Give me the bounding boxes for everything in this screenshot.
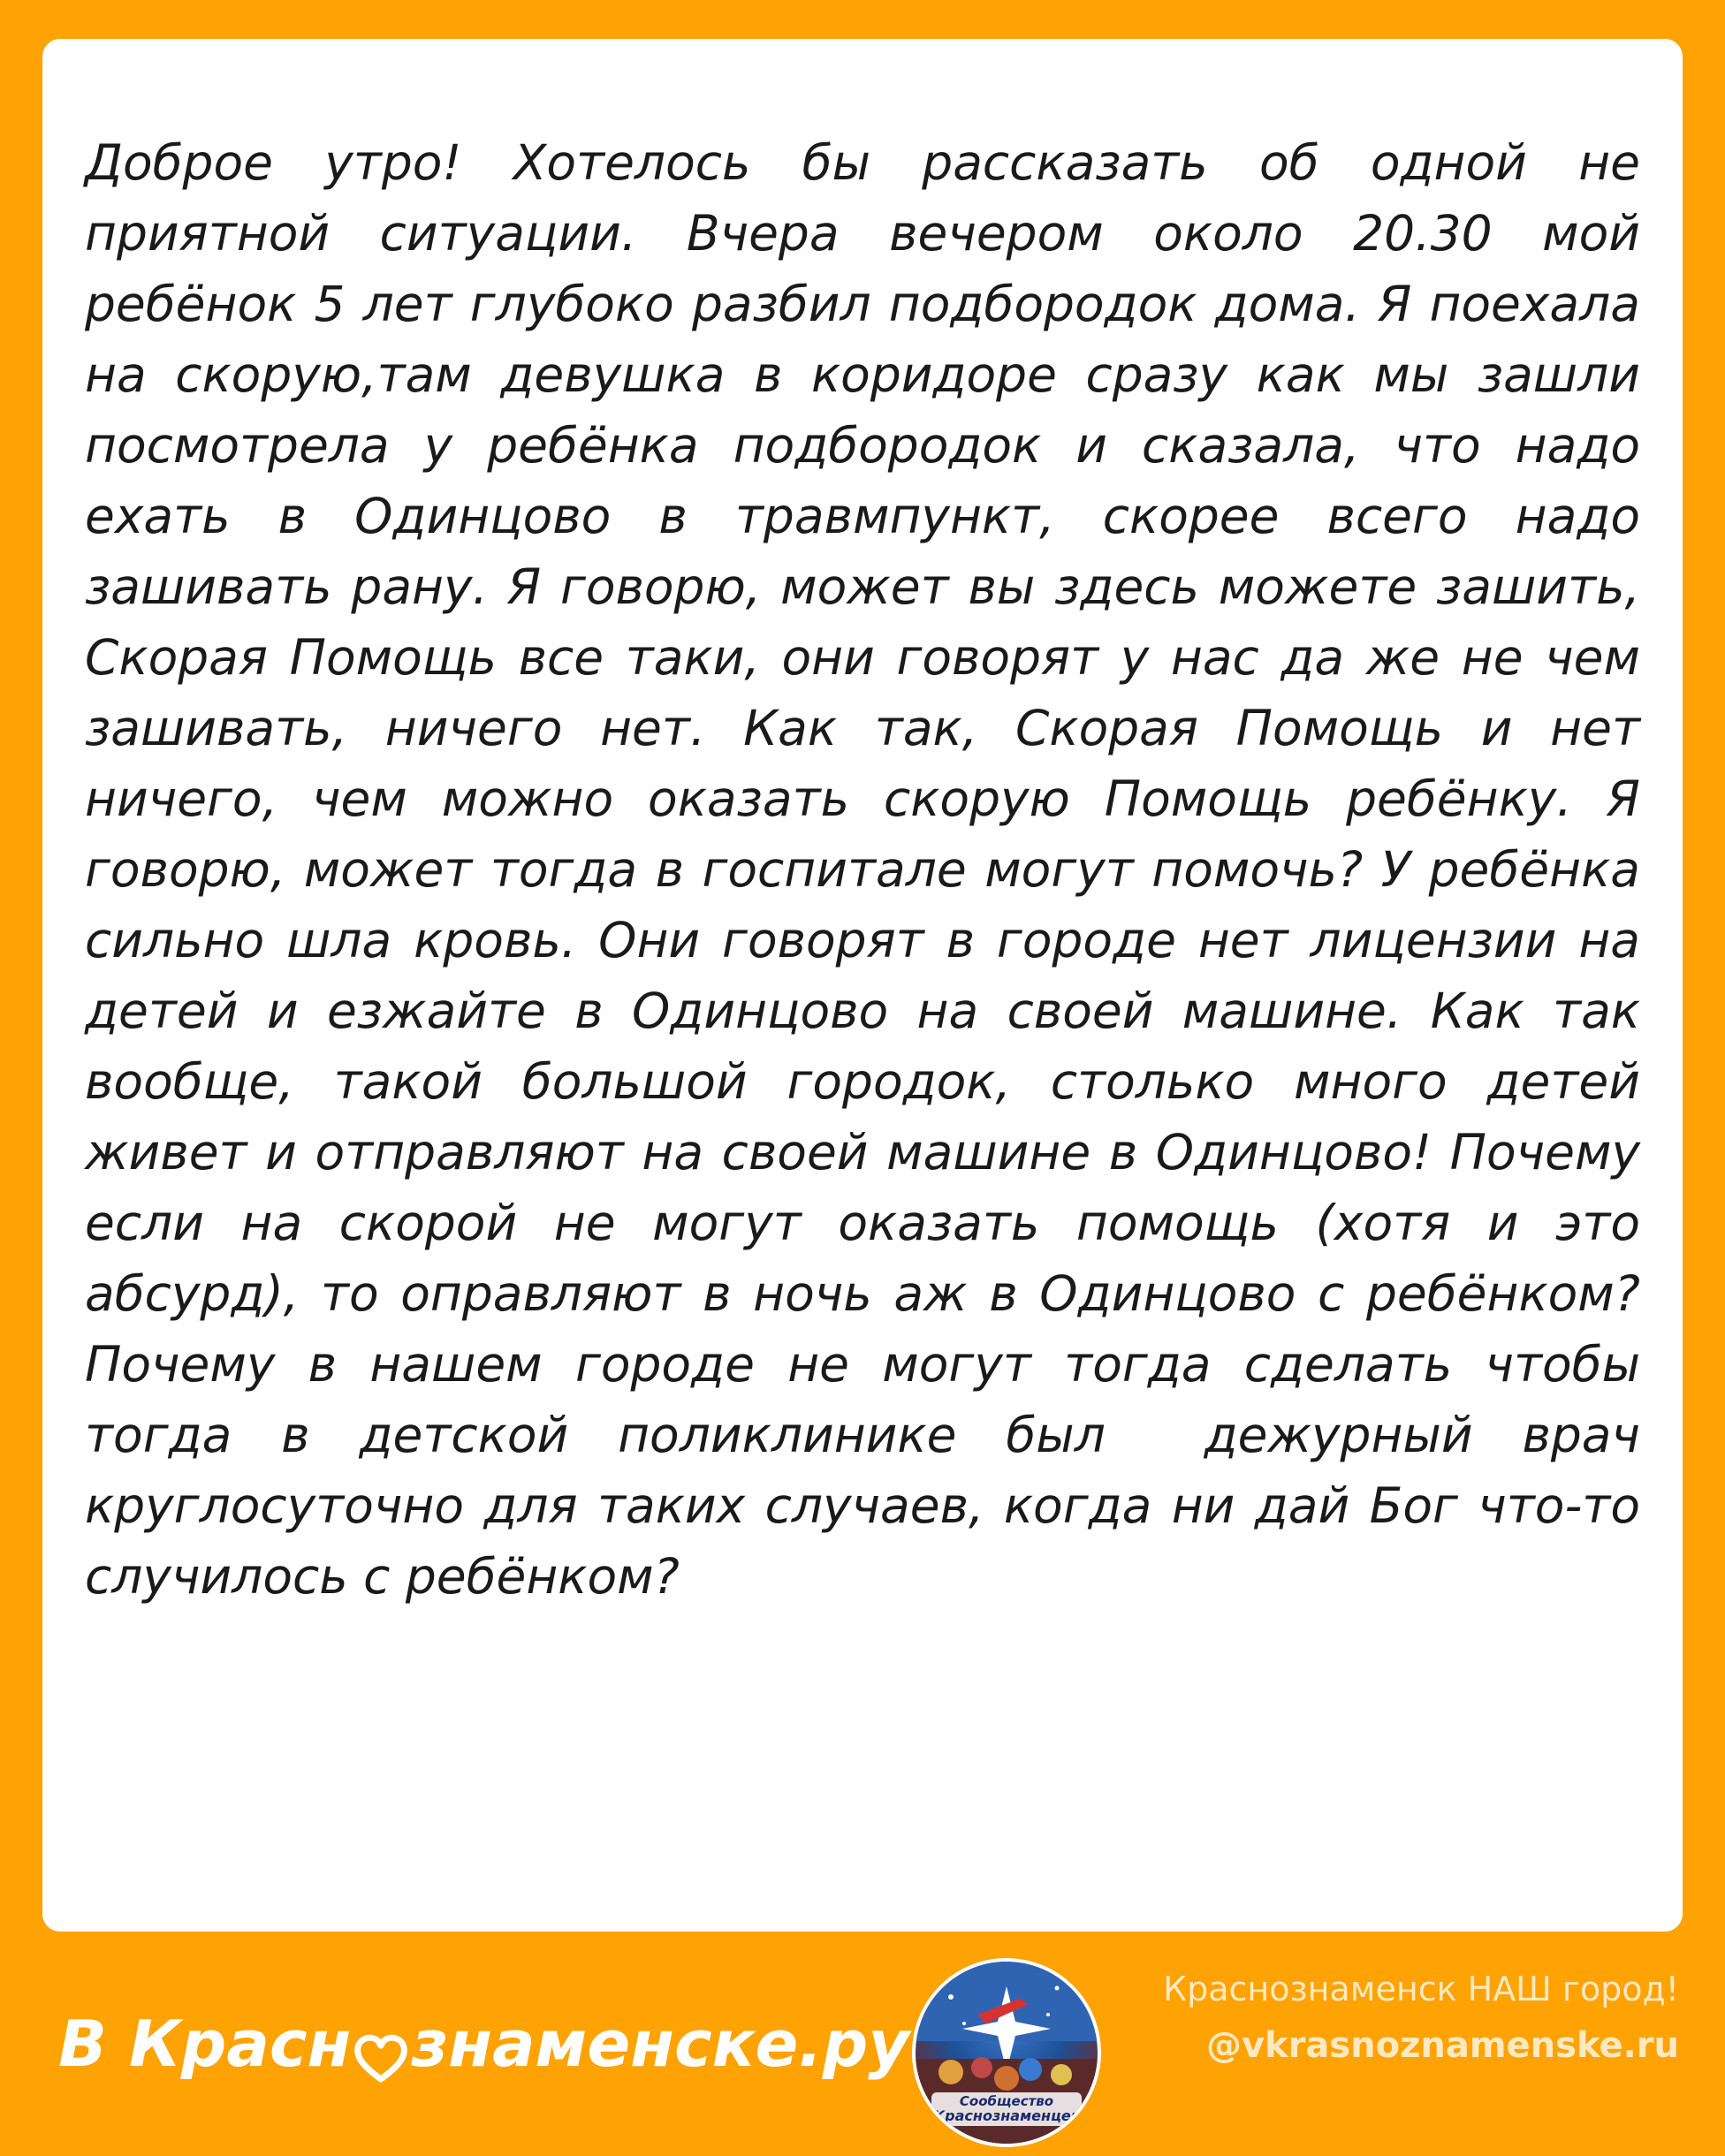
footer-bar: [0, 1932, 1725, 2156]
post-card: [42, 39, 1683, 1932]
brand-wordmark: [58, 2004, 909, 2084]
footer-slogan: Краснознаменск НАШ город!: [1163, 1970, 1679, 2008]
community-logo: [912, 1958, 1101, 2147]
brand-prefix: В Красн: [58, 2007, 352, 2081]
logo-caption-line1: Сообщество: [959, 2093, 1054, 2109]
brand-suffix: знаменске.ру: [411, 2007, 910, 2081]
heart-icon: [353, 2023, 409, 2076]
post-body-text: Доброе утро! Хотелось бы рассказать об одной не приятной ситуации. Вчера вечером около 20.30 мой ребёнок 5 лет глубоко разбил подбородок дома. Я поехала на скорую,там девушка в коридоре сразу как мы зашли посмотрела у ребёнка подбородок и сказала, что надо ехать в Одинцово в травмпункт, скорее всего надо зашивать рану. Я говорю, может вы здесь можете зашить, Скорая Помощь все таки, они говорят у нас да же не чем зашивать, ничего нет. Как так, Скорая Помощь и нет ничего, чем можно оказать скорую Помощь ребёнку. Я говорю, может тогда в госпитале могут помочь? У ребёнка сильно шла кровь. Они говорят в городе нет лицензии на детей и езжайте в Одинцово на своей машине. Как так вообще, такой большой городок, столько много детей живет и отправляют на своей машине в Одинцово! Почему если на скорой не могут оказать помощь (хотя и это абсурд), то оправляют в ночь аж в Одинцово с ребёнком? Почему в нашем городе не могут тогда сделать чтобы тогда в детской поликлинике был дежурный врач круглосуточно для таких случаев, когда ни дай Бог что-то случилось с ребёнком?: [85, 134, 1656, 1605]
footer-handle[interactable]: @vkrasnoznamenske.ru: [1205, 2025, 1679, 2066]
logo-caption-line2: Краснознаменцев: [933, 2107, 1080, 2124]
